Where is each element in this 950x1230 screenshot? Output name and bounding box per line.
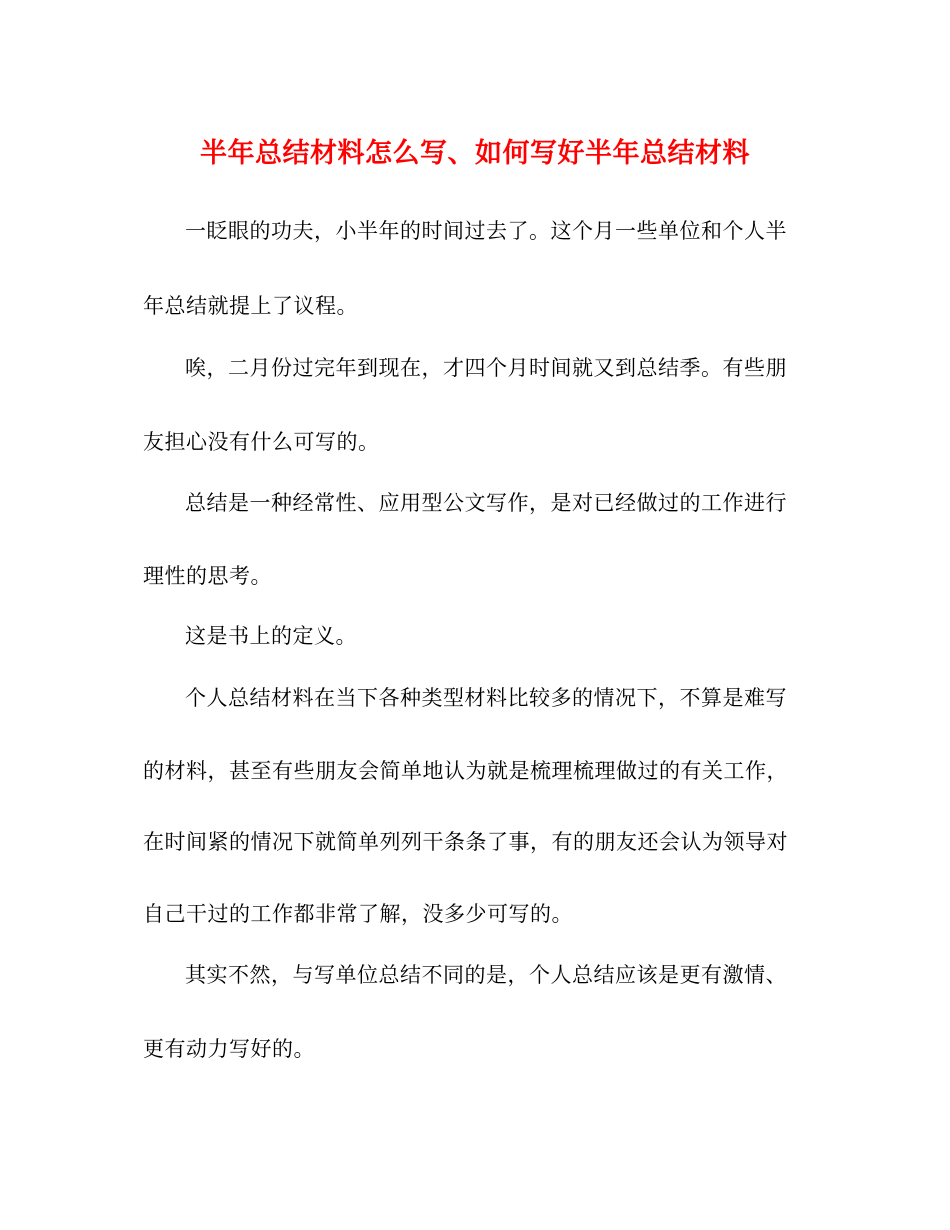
paragraph-6-line-1: 其实不然，与写单位总结不同的是，个人总结应该是更有激情、: [185, 963, 787, 987]
paragraph-5-line-4: 自己干过的工作都非常了解，没多少可写的。: [143, 902, 573, 926]
paragraph-1-line-2: 年总结就提上了议程。: [143, 294, 358, 318]
document-title: 半年总结材料怎么写、如何写好半年总结材料: [200, 138, 750, 169]
paragraph-5-line-1: 个人总结材料在当下各种类型材料比较多的情况下，不算是难写: [185, 686, 787, 710]
paragraph-2-line-1: 唉，二月份过完年到现在，才四个月时间就又到总结季。有些朋: [185, 356, 787, 380]
paragraph-2-line-2: 友担心没有什么可写的。: [143, 430, 380, 454]
paragraph-6-line-2: 更有动力写好的。: [143, 1037, 315, 1061]
paragraph-5-line-3: 在时间紧的情况下就简单列列干条条了事，有的朋友还会认为领导对: [143, 830, 788, 854]
paragraph-1-line-1: 一眨眼的功夫，小半年的时间过去了。这个月一些单位和个人半: [185, 219, 787, 243]
paragraph-3-line-2: 理性的思考。: [143, 564, 272, 588]
paragraph-3-line-1: 总结是一种经常性、应用型公文写作，是对已经做过的工作进行: [185, 491, 787, 515]
paragraph-5-line-2: 的材料，甚至有些朋友会简单地认为就是梳理梳理做过的有关工作，: [143, 759, 788, 783]
paragraph-4-line-1: 这是书上的定义。: [185, 624, 357, 648]
